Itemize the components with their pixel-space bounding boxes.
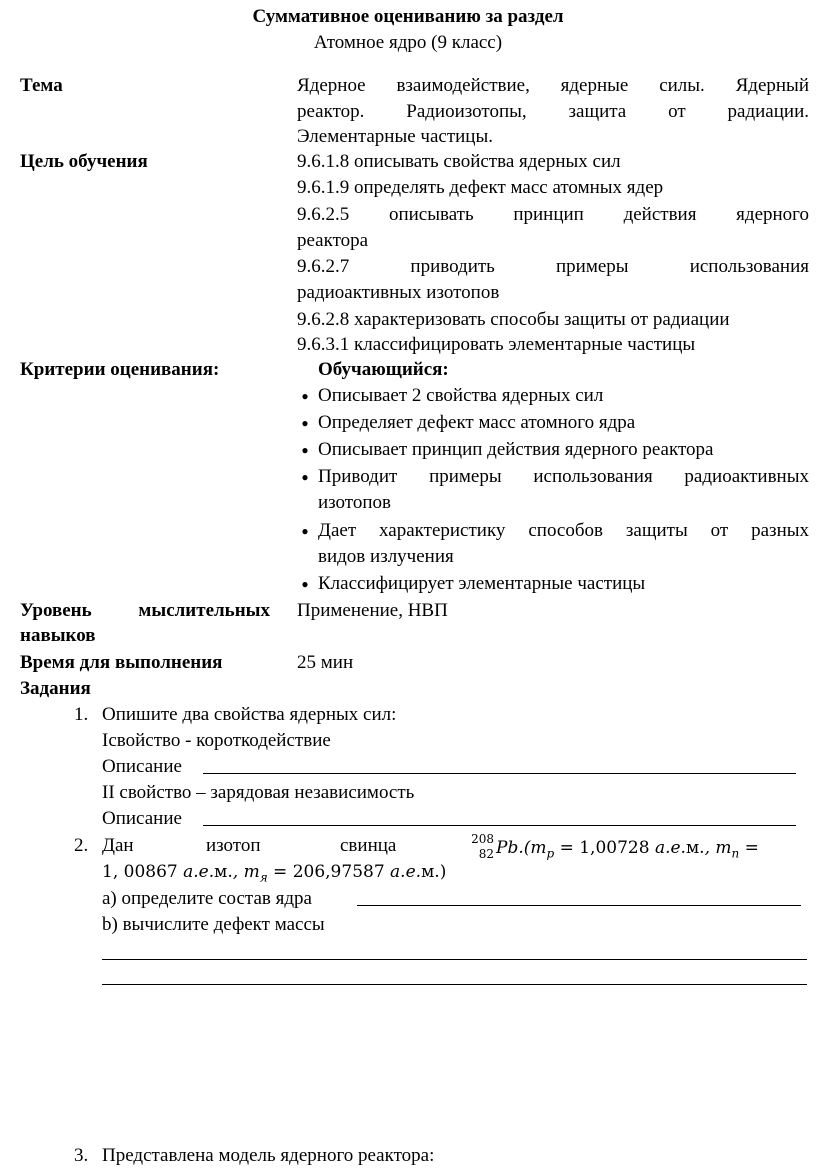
goal-line: 9.6.1.9 определять дефект масс атомных ядер <box>297 177 664 198</box>
task1-property-1: Iсвойство - короткодействие <box>102 730 331 751</box>
task1-description-label: Описание <box>102 756 182 777</box>
isotope-mass-number: 208 <box>471 832 494 846</box>
task-number: 3. <box>74 1145 89 1166</box>
goals-label: Цель обучения <box>20 151 148 172</box>
formula-text: ) <box>439 862 447 882</box>
criteria-item: Классифицирует элементарные частицы <box>318 573 646 594</box>
goal-line: 9.6.2.8 характеризовать способы защиты от радиации <box>297 309 730 330</box>
bullet-icon: ● <box>301 524 309 538</box>
goal-line: 9.6.2.7 приводить примеры использования <box>297 256 809 277</box>
criteria-item: Приводит примеры использования радиоактивных <box>318 466 809 487</box>
level-label-cont: навыков <box>20 625 96 646</box>
subscript-n: n <box>731 846 740 861</box>
task1-prompt: Опишите два свойства ядерных сил: <box>102 704 397 725</box>
isotope-charge-number: 82 <box>478 847 494 861</box>
bullet-icon: ● <box>301 416 309 430</box>
topic-line: Ядерное взаимодействие, ядерные силы. Ядерный <box>297 75 809 96</box>
unit-text: м. <box>421 862 440 882</box>
document-title: Суммативное оцениванию за раздел <box>252 6 564 27</box>
unit-text: м. <box>685 838 705 858</box>
goal-line: радиоактивных изотопов <box>297 282 500 303</box>
formula-text: , m <box>232 862 260 882</box>
time-value: 25 мин <box>297 652 354 673</box>
task1-description-label: Описание <box>102 808 182 829</box>
topic-line: реактор. Радиоизотопы, защита от радиации. <box>297 101 809 122</box>
level-value: Применение, НВП <box>297 600 448 621</box>
level-label: Уровень мыслительных <box>20 600 270 621</box>
criteria-item: Дает характеристику способов защиты от разных <box>318 520 809 541</box>
goal-line: 9.6.1.8 описывать свойства ядерных сил <box>297 151 621 172</box>
criteria-heading: Обучающийся: <box>318 359 449 380</box>
bullet-icon: ● <box>301 389 309 403</box>
unit-italic: а.е. <box>183 862 215 882</box>
criteria-item-cont: видов излучения <box>318 546 454 567</box>
unit-italic: а.е. <box>654 838 686 858</box>
bullet-icon: ● <box>301 443 309 457</box>
formula-text: = 206,97587 <box>267 862 391 882</box>
goal-line: реактора <box>297 230 369 251</box>
task2-word: изотоп <box>206 835 261 856</box>
subscript-ya: я <box>259 870 268 885</box>
task2-part-a: а) определите состав ядра <box>102 888 312 909</box>
criteria-item-cont: изотопов <box>318 492 392 513</box>
task-number: 1. <box>74 704 89 725</box>
formula-text: .(m <box>518 838 547 858</box>
task-number: 2. <box>74 835 89 856</box>
time-label: Время для выполнения <box>20 652 223 673</box>
formula-text: = <box>739 838 759 858</box>
tasks-heading: Задания <box>20 678 91 699</box>
goal-line: 9.6.2.5 описывать принцип действия ядерного <box>297 204 809 225</box>
answer-line[interactable] <box>102 959 807 960</box>
document-subtitle: Атомное ядро (9 класс) <box>313 32 503 53</box>
topic-label: Тема <box>20 75 63 96</box>
answer-line[interactable] <box>102 984 807 985</box>
task3-text: Представлена модель ядерного реактора: <box>102 1145 435 1166</box>
unit-text: м. <box>214 862 233 882</box>
subscript-p: p <box>546 846 555 861</box>
formula-text: , m <box>704 838 732 858</box>
formula-text: = 1,00728 <box>554 838 655 858</box>
topic-line: Элементарные частицы. <box>297 126 493 147</box>
answer-line[interactable] <box>203 825 796 826</box>
bullet-icon: ● <box>301 470 309 484</box>
element-symbol: Pb <box>496 838 519 858</box>
goal-line: 9.6.3.1 классифицировать элементарные частицы <box>297 334 696 355</box>
criteria-item: Определяет дефект масс атомного ядра <box>318 412 636 433</box>
task2-word: свинца <box>340 835 397 856</box>
criteria-label: Критерии оценивания: <box>20 359 220 380</box>
answer-line[interactable] <box>357 905 801 906</box>
task2-part-b: b) вычислите дефект массы <box>102 914 325 935</box>
formula-text: 1, 00867 <box>102 862 184 882</box>
task1-property-2: II свойство – зарядовая независимость <box>102 782 415 803</box>
criteria-item: Описывает принцип действия ядерного реактора <box>318 439 714 460</box>
answer-line[interactable] <box>203 773 796 774</box>
unit-italic: а.е. <box>390 862 422 882</box>
task2-word: Дан <box>102 835 134 856</box>
isotope-notation <box>470 832 496 861</box>
bullet-icon: ● <box>301 577 309 591</box>
criteria-item: Описывает 2 свойства ядерных сил <box>318 385 604 406</box>
task2-formula <box>470 833 759 866</box>
